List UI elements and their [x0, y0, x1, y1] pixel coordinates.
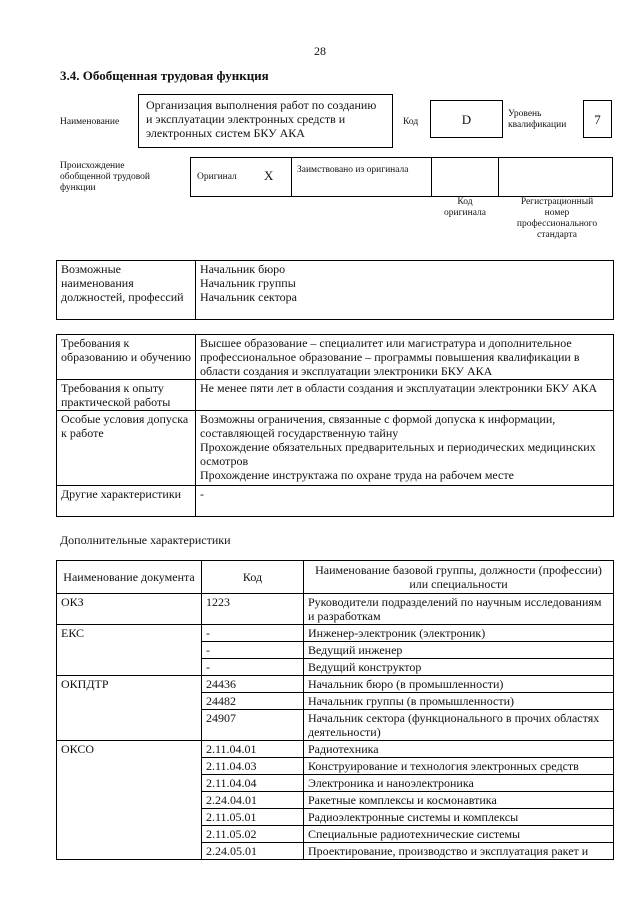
req-row-other [57, 486, 614, 517]
cell-code: 2.11.04.04 [202, 775, 304, 792]
cell-name: Руководители подразделений по научным исследованиям и разработкам [304, 594, 614, 625]
header-row [57, 561, 614, 594]
cell-name: Проектирование, производство и эксплуатация ракет и [304, 843, 614, 860]
cell-doc [57, 642, 202, 659]
table-row [57, 741, 614, 758]
position-item: Начальник сектора [200, 290, 297, 304]
req-value: Не менее пяти лет в области создания и эксплуатации электроники БКУ АКА [196, 380, 614, 411]
cell-doc [57, 843, 202, 860]
req-value: Высшее образование – специалитет или магистратура и дополнительное профессиональное образование – программы повышения квалификации в области создания и эксплуатации электроники БКУ АКА [196, 335, 614, 380]
level-value: 7 [594, 112, 601, 127]
header-name: Наименование базовой группы, должности (профессии) или специальности [304, 561, 614, 594]
table-row [57, 775, 614, 792]
origin-box [190, 157, 613, 197]
origin-divider-2 [431, 157, 432, 197]
req-value: Прохождение обязательных предварительных и периодических медицинских осмотров [200, 440, 596, 468]
cell-code: 2.11.05.01 [202, 809, 304, 826]
req-label: Требования к образованию и обучению [57, 335, 196, 380]
additional-table [56, 560, 614, 860]
positions-row [57, 261, 614, 320]
origin-label: Происхождение обобщенной трудовой функции [60, 161, 150, 193]
cell-code: - [202, 659, 304, 676]
cell-code: 24482 [202, 693, 304, 710]
cell-doc [57, 659, 202, 676]
cell-code: - [202, 625, 304, 642]
cell-code: 2.24.04.01 [202, 792, 304, 809]
cell-name: Радиотехника [304, 741, 614, 758]
req-value: Возможны ограничения, связанные с формой допуска к информации, составляющей государственную тайну [200, 412, 556, 440]
table-row [57, 843, 614, 860]
page-number: 28 [314, 44, 326, 58]
req-row-experience [57, 380, 614, 411]
function-name-box [138, 94, 393, 148]
table-row [57, 676, 614, 693]
table-row [57, 594, 614, 625]
req-value: Прохождение инструктажа по охране труда на рабочем месте [200, 468, 514, 482]
positions-label: Возможные наименования должностей, профессий [57, 261, 196, 320]
cell-name: Конструирование и технология электронных средств [304, 758, 614, 775]
req-row-education [57, 335, 614, 380]
table-row [57, 809, 614, 826]
table-row [57, 758, 614, 775]
header-doc: Наименование документа [57, 561, 202, 594]
level-value-box [583, 100, 612, 138]
cell-code: 2.11.04.01 [202, 741, 304, 758]
req-label: Требования к опыту практической работы [57, 380, 196, 411]
cell-code: 1223 [202, 594, 304, 625]
cell-doc [57, 758, 202, 775]
cell-code: 24436 [202, 676, 304, 693]
function-name: Организация выполнения работ по созданию и эксплуатации электронных средств и электронных систем БКУ АКА [146, 98, 377, 140]
cell-doc [57, 809, 202, 826]
kod-value: D [461, 112, 472, 127]
cell-doc [57, 693, 202, 710]
level-label: Уровень квалификации [508, 109, 567, 130]
cell-name: Ракетные комплексы и космонавтика [304, 792, 614, 809]
cell-name: Начальник группы (в промышленности) [304, 693, 614, 710]
borrowed-label: Заимствовано из оригинала [297, 165, 409, 175]
kod-originala-label: Код оригинала [444, 197, 486, 218]
table-row [57, 710, 614, 741]
table-row [57, 659, 614, 676]
kod-value-box [430, 100, 503, 138]
cell-name: Ведущий конструктор [304, 659, 614, 676]
table-row [57, 826, 614, 843]
cell-doc: ЕКС [57, 625, 202, 642]
header-code: Код [202, 561, 304, 594]
original-label: Оригинал [197, 172, 237, 182]
table-row [57, 625, 614, 642]
kod-label: Код [403, 117, 419, 127]
cell-name: Радиоэлектронные системы и комплексы [304, 809, 614, 826]
cell-doc [57, 826, 202, 843]
req-label: Другие характеристики [57, 486, 196, 517]
origin-divider-1 [291, 157, 292, 197]
requirements-table [56, 334, 614, 517]
req-value-cell [196, 411, 614, 486]
cell-name: Специальные радиотехнические системы [304, 826, 614, 843]
cell-doc [57, 775, 202, 792]
cell-code: - [202, 642, 304, 659]
table-row [57, 642, 614, 659]
positions-cell [196, 261, 614, 320]
cell-doc: ОКЗ [57, 594, 202, 625]
position-item: Начальник группы [200, 276, 296, 290]
naimenovanie-label: Наименование [60, 117, 120, 127]
cell-name: Начальник бюро (в промышленности) [304, 676, 614, 693]
reg-number-label: Регистрационный номер профессионального стандарта [516, 197, 598, 240]
origin-divider-3 [498, 157, 499, 197]
cell-doc: ОКСО [57, 741, 202, 758]
section-title: 3.4. Обобщенная трудовая функция [60, 68, 269, 83]
table-row [57, 693, 614, 710]
cell-doc: ОКПДТР [57, 676, 202, 693]
cell-name: Электроника и наноэлектроника [304, 775, 614, 792]
additional-table-body [57, 594, 614, 860]
cell-code: 24907 [202, 710, 304, 741]
cell-name: Ведущий инженер [304, 642, 614, 659]
req-value: - [196, 486, 614, 517]
table-row [57, 792, 614, 809]
cell-name: Начальник сектора (функционального в прочих областях деятельности) [304, 710, 614, 741]
req-row-conditions [57, 411, 614, 486]
position-item: Начальник бюро [200, 262, 286, 276]
cell-doc [57, 792, 202, 809]
req-label: Особые условия допуска к работе [57, 411, 196, 486]
positions-table [56, 260, 614, 320]
cell-doc [57, 710, 202, 741]
additional-title: Дополнительные характеристики [60, 533, 231, 547]
cell-code: 2.11.05.02 [202, 826, 304, 843]
cell-code: 2.24.05.01 [202, 843, 304, 860]
original-mark: X [264, 168, 274, 183]
cell-name: Инженер-электроник (электроник) [304, 625, 614, 642]
cell-code: 2.11.04.03 [202, 758, 304, 775]
